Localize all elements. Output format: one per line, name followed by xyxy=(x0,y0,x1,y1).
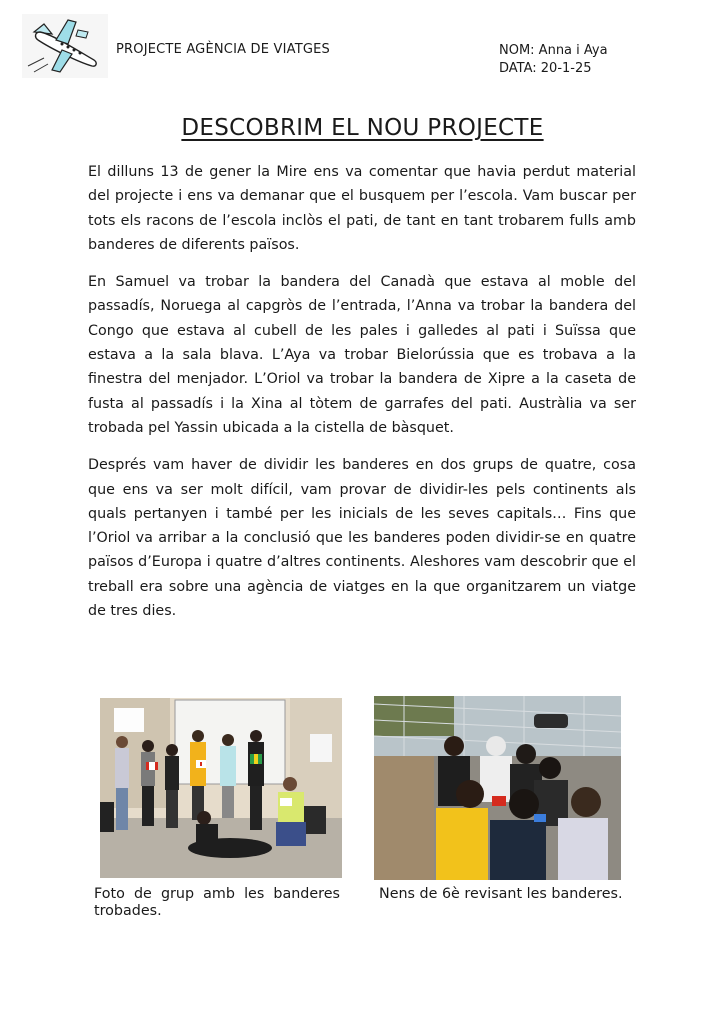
outdoor-photo xyxy=(374,696,621,880)
paragraph: Després vam haver de dividir les banderes en dos grups de quatre, cosa que ens va ser molt difícil, vam provar de dividir-les pels continents als quals pertanyen i també per les inicials de les seves capitals… Fins que l’Oriol va arribar a la conclusió que les banderes poden dividir-se en quatre països d’Europa i quatre d’altres continents. Aleshores vam descobrir que el treball era sobre una agència de viatges en la que organitzarem un viatge de tres dies. xyxy=(88,457,636,620)
student-names: NOM: Anna i Aya xyxy=(499,43,608,58)
student-info xyxy=(499,42,608,78)
group-photo xyxy=(100,698,342,878)
photo-caption: Nens de 6è revisant les banderes. xyxy=(379,886,623,902)
article-body xyxy=(88,160,636,636)
paragraph: El dilluns 13 de gener la Mire ens va comentar que havia perdut material del projecte i ens va demanar que el busquem per l’escola. Vam buscar per tots els racons de l’escola inclòs el pati, de tant en tant trobarem fulls amb banderes de diferents països. xyxy=(88,164,636,253)
document-date: DATA: 20-1-25 xyxy=(499,61,592,76)
project-title: PROJECTE AGÈNCIA DE VIATGES xyxy=(116,42,330,57)
photo-caption: Foto de grup amb les banderes trobades. xyxy=(94,886,340,919)
paragraph: En Samuel va trobar la bandera del Canadà que estava al moble del passadís, Noruega al capgròs de l’entrada, l’Anna va trobar la bandera del Congo que estava al cubell de les pales i galledes al pati i Suïssa que estava a la sala blava. L’Aya va trobar Bielorússia que es trobava a la finestra del menjador. L’Oriol va trobar la bandera de Xipre a la caseta de fusta al passadís i la Xina al tòtem de garrafes del pati. Austràlia va ser trobada pel Yassin ubicada a la cistella de bàsquet. xyxy=(88,274,636,436)
page-title: DESCOBRIM EL NOU PROJECTE xyxy=(181,115,544,141)
airplane-logo-icon xyxy=(22,14,108,78)
